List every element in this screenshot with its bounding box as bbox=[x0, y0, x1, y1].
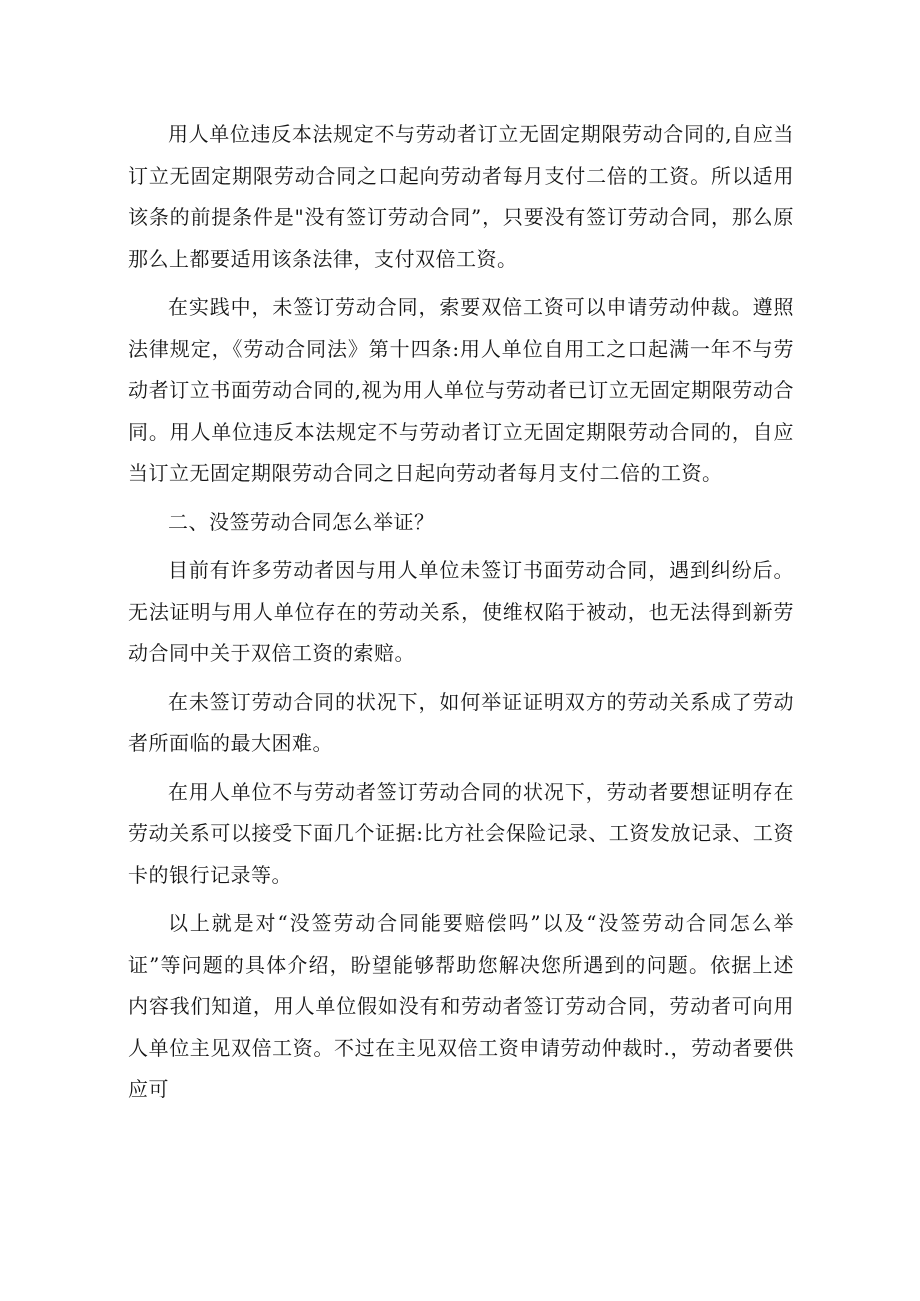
section-heading-evidence: 二、没签劳动合同怎么举证？ bbox=[168, 509, 435, 534]
paragraph-evidence-types: 在用人单位不与劳动者签订劳动合同的状况下，劳动者要想证明存在劳动关系可以接受下面几个证据:比方社会保险记录、工资发放记录、工资卡的银行记录等。 bbox=[128, 779, 794, 887]
paragraph-summary: 以上就是对“没签劳动合同能要赔偿吗”以及“没签劳动合同怎么举证”等问题的具体介绍，盼望能够帮助您解决您所遇到的问题。依据上述内容我们知道，用人单位假如没有和劳动者签订劳动合同，劳动者可向用人单位主见双倍工资。不过在主见双倍工资申请劳动仲裁时.，劳动者要供应可 bbox=[128, 911, 794, 1101]
paragraph-biggest-difficulty: 在未签订劳动合同的状况下，如何举证证明双方的劳动关系成了劳动者所面临的最大困难。 bbox=[128, 689, 794, 755]
paragraph-practice-arbitration: 在实践中，未签订劳动合同，索要双倍工资可以申请劳动仲裁。遵照法律规定，《劳动合同法》第十四条:用人单位自用工之口起满一年不与劳动者订立书面劳动合同的,视为用人单位与劳动者已订立无固定期限劳动合同。用人单位违反本法规定不与劳动者订立无固定期限劳动合同的，自应当订立无固定期限劳动合同之日起向劳动者每月支付二倍的工资。 bbox=[128, 295, 794, 485]
paragraph-evidence-difficulty: 目前有许多劳动者因与用人单位未签订书面劳动合同，遇到纠纷后。无法证明与用人单位存在的劳动关系，使维权陷于被动，也无法得到新劳动合同中关于双倍工资的索赔。 bbox=[128, 558, 794, 665]
paragraph-double-wage-rule: 用人单位违反本法规定不与劳动者订立无固定期限劳动合同的,自应当订立无固定期限劳动合同之口起向劳动者每月支付二倍的工资。所以适用该条的前提条件是"没有签订劳动合同”，只要没有签订劳动合同，那么原那么上都要适用该条法律，支付双倍工资。 bbox=[128, 122, 794, 271]
